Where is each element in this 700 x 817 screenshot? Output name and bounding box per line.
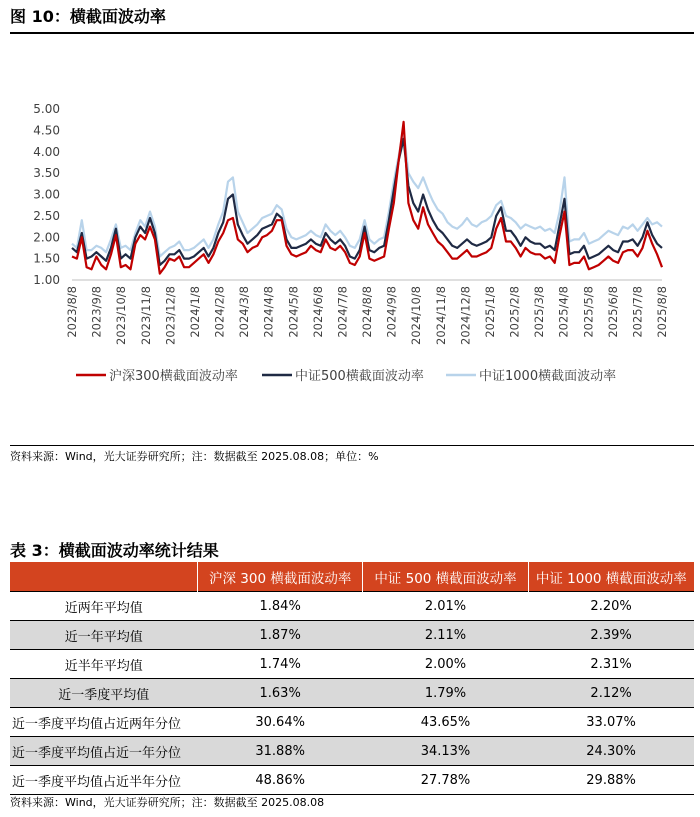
table-header-row <box>10 562 694 592</box>
header-cell: 沪深 300 横截面波动率 <box>198 562 363 592</box>
table-cell: 1.63% <box>198 679 363 708</box>
legend-label: 中证500横截面波动率 <box>295 369 424 384</box>
x-tick-label: 2024/1/8 <box>187 286 202 338</box>
y-tick-label: 5.00 <box>33 102 60 116</box>
table-cell: 48.86% <box>198 766 363 795</box>
y-tick-label: 3.00 <box>33 187 60 202</box>
y-tick-label: 2.50 <box>33 208 60 223</box>
series-line-0 <box>72 122 662 274</box>
x-tick-label: 2024/9/8 <box>384 286 399 338</box>
x-tick-label: 2023/10/8 <box>114 286 129 345</box>
y-tick-label: 1.00 <box>33 273 60 287</box>
y-tick-label: 1.50 <box>33 251 60 266</box>
table-row <box>10 766 694 795</box>
figure-source: 资料来源：Wind，光大证券研究所；注：数据截至 2025.08.08；单位：% <box>10 450 379 463</box>
row-label: 近一季度平均值占近两年分位 <box>10 708 198 737</box>
y-tick-label: 3.50 <box>33 166 60 181</box>
x-tick-label: 2024/5/8 <box>286 286 301 338</box>
y-tick-label: 2.00 <box>33 230 60 245</box>
table-row <box>10 737 694 766</box>
table-row <box>10 592 694 621</box>
table-cell: 33.07% <box>528 708 694 737</box>
table-cell: 34.13% <box>363 737 528 766</box>
y-tick-label: 4.00 <box>33 144 60 159</box>
table-cell: 2.00% <box>363 650 528 679</box>
x-axis <box>65 286 669 345</box>
figure-title: 图 10：横截面波动率 <box>10 7 166 26</box>
volatility-chart <box>0 34 700 440</box>
table-source: 资料来源：Wind，光大证券研究所；注：数据截至 2025.08.08 <box>10 796 325 809</box>
legend-label: 沪深300横截面波动率 <box>109 369 238 384</box>
row-label: 近一季度平均值占近一年分位 <box>10 737 198 766</box>
x-tick-label: 2024/10/8 <box>409 286 424 345</box>
header-cell <box>10 562 198 592</box>
table-row <box>10 650 694 679</box>
row-label: 近半年平均值 <box>10 650 198 679</box>
legend <box>76 368 616 384</box>
x-tick-label: 2024/4/8 <box>261 286 276 338</box>
row-label: 近两年平均值 <box>10 592 198 621</box>
table-cell: 1.79% <box>363 679 528 708</box>
x-tick-label: 2024/7/8 <box>335 286 350 338</box>
table-row <box>10 679 694 708</box>
plot-lines <box>72 122 662 274</box>
table-cell: 2.01% <box>363 592 528 621</box>
x-tick-label: 2025/4/8 <box>556 286 571 338</box>
x-tick-label: 2025/7/8 <box>630 286 645 338</box>
x-tick-label: 2024/6/8 <box>310 286 325 338</box>
chart-svg <box>0 34 700 440</box>
x-tick-label: 2024/3/8 <box>237 286 252 338</box>
table-cell: 2.39% <box>528 621 694 650</box>
x-tick-label: 2025/3/8 <box>532 286 547 338</box>
x-tick-label: 2025/8/8 <box>655 286 669 338</box>
y-tick-label: 4.50 <box>33 123 60 138</box>
header-cell: 中证 1000 横截面波动率 <box>528 562 694 592</box>
source-rule <box>10 445 694 446</box>
x-tick-label: 2025/5/8 <box>581 286 596 338</box>
x-tick-label: 2024/2/8 <box>212 286 227 338</box>
table-cell: 24.30% <box>528 737 694 766</box>
x-tick-label: 2025/6/8 <box>605 286 620 338</box>
table-cell: 27.78% <box>363 766 528 795</box>
stats-table <box>10 562 694 795</box>
header-cell: 中证 500 横截面波动率 <box>363 562 528 592</box>
table-cell: 1.84% <box>198 592 363 621</box>
table-cell: 2.20% <box>528 592 694 621</box>
x-tick-label: 2023/11/8 <box>138 286 153 345</box>
x-tick-label: 2025/1/8 <box>482 285 497 338</box>
table-cell: 2.12% <box>528 679 694 708</box>
table-cell: 30.64% <box>198 708 363 737</box>
row-label: 近一季度平均值 <box>10 679 198 708</box>
y-axis <box>33 102 60 287</box>
row-label: 近一年平均值 <box>10 621 198 650</box>
table-row <box>10 708 694 737</box>
row-label: 近一季度平均值占近半年分位 <box>10 766 198 795</box>
x-tick-label: 2023/12/8 <box>163 286 178 345</box>
table-title: 表 3：横截面波动率统计结果 <box>10 541 219 560</box>
table-cell: 2.31% <box>528 650 694 679</box>
legend-label: 中证1000横截面波动率 <box>479 369 617 384</box>
table-cell: 29.88% <box>528 766 694 795</box>
table-cell: 1.87% <box>198 621 363 650</box>
x-tick-label: 2025/2/8 <box>507 286 522 338</box>
table-row <box>10 621 694 650</box>
table-cell: 1.74% <box>198 650 363 679</box>
table-cell: 31.88% <box>198 737 363 766</box>
x-tick-label: 2024/11/8 <box>433 286 448 345</box>
x-tick-label: 2023/9/8 <box>89 286 104 338</box>
x-tick-label: 2024/8/8 <box>360 286 374 338</box>
table-cell: 2.11% <box>363 621 528 650</box>
x-tick-label: 2023/8/8 <box>65 286 79 338</box>
x-tick-label: 2024/12/8 <box>458 286 473 345</box>
table-cell: 43.65% <box>363 708 528 737</box>
